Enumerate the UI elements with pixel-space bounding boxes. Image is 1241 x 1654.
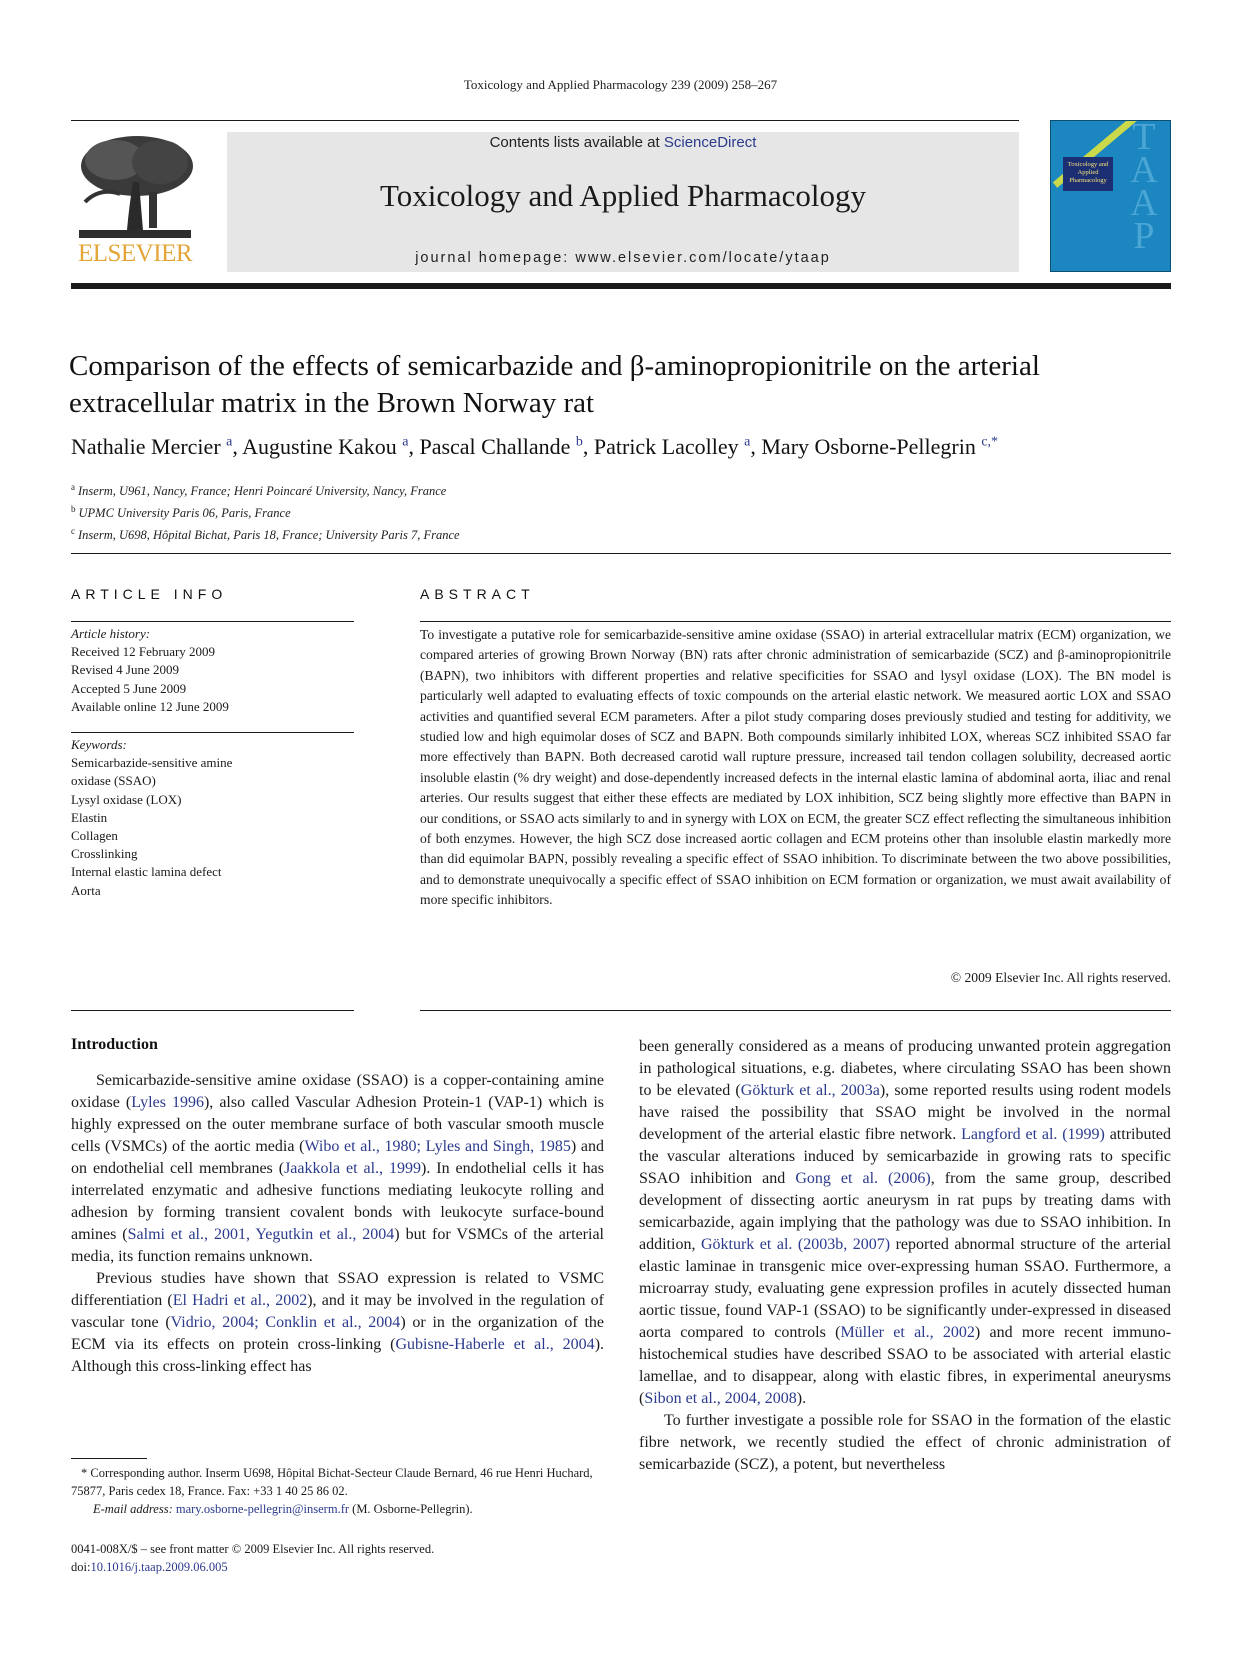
text-run: Previous studies have shown that SSAO expression is related to VSMC differentiation ( bbox=[71, 1270, 604, 1309]
keyword: Aorta bbox=[71, 882, 101, 898]
text-run: To further investigate a possible role for SSAO in the formation of the elastic fibre network, we recently studied the effect of chronic administration of semicarbazide (SCZ), a potent, but nevertheless bbox=[639, 1412, 1171, 1473]
front-matter bbox=[71, 1540, 434, 1576]
abstract-heading: ABSTRACT bbox=[420, 586, 535, 602]
intro-column-right bbox=[639, 1036, 1171, 1476]
affiliation: $^b$ UPMC University Paris 06, Paris, France bbox=[71, 504, 291, 521]
issn-line: 0041-008X/$ – see front matter © 2009 Elsevier Inc. All rights reserved. bbox=[71, 1542, 435, 1556]
text-run: ), and it may be involved in the regulation of vascular tone ( bbox=[71, 1292, 604, 1331]
journal-masthead bbox=[227, 132, 1019, 272]
text-run: ) but for VSMCs of the arterial media, its function remains unknown. bbox=[71, 1226, 605, 1265]
doi-label: doi: bbox=[71, 1560, 91, 1574]
history-label: Article history: bbox=[71, 626, 151, 641]
history-item: Accepted 5 June 2009 bbox=[71, 680, 187, 696]
contents-line bbox=[227, 134, 1019, 151]
author: Pascal Challande bbox=[419, 434, 571, 459]
abstract-text: To investigate a putative role for semicarbazide-sensitive amine oxidase (SSAO) in arterial extracellular matrix (ECM) organization, we compared arteries of growing Brown Norway (BN) rats after chronic administration of semicarbazide (SCZ) and β-aminopropionitrile (BAPN), two inhibitors with different properties and relative specificities for SSAO and lysyl oxidase (LOX). The BN model is particularly well adapted to evaluating effects of toxic compounds on the arterial elastic network. We measured aortic LOX and SSAO activities and quantified several ECM parameters. After a pilot study comparing doses previously studied and testing for additivity, we studied low and high equimolar doses of SCZ and BAPN. Both compounds similarly inhibited LOX, whereas SCZ inhibited SSAO far more effectively than BAPN. Both decreased carotid wall rupture pressure, increased tail tendon collagen solubility, decreased aortic insoluble elastin (% dry weight) and dose-dependently increased defects in the internal elastic lamina of abdominal aorta, iliac and renal arteries. Our results suggest that either these effects are mediated by LOX inhibition, SCZ being slightly more effective than BAPN in our conditions, or SSAO acts similarly to and in synergy with LOX on ECM, the greater SCZ effect reflecting the simultaneous inhibition of both enzymes. However, the high SCZ dose increased aortic collagen and ECM proteins other than insoluble elastin markedly more than did equimolar BAPN, possibly revealing a specific effect of SSAO inhibition. To discriminate between the two above possibilities, and to demonstrate unequivocally a specific effect of SSAO inhibition on ECM formation or organization, we must await availability of more specific inhibitors. bbox=[420, 627, 1171, 908]
affiliation: $^a$ Inserm, U961, Nancy, France; Henri Poincaré University, Nancy, France bbox=[71, 482, 447, 499]
citation-link[interactable]: Sibon et al., 2004, 2008 bbox=[644, 1390, 797, 1407]
journal-title: Toxicology and Applied Pharmacology bbox=[380, 178, 866, 213]
affiliation-marker[interactable]: a bbox=[744, 434, 751, 450]
text-run: , from the same group, described development of dissecting aortic aneurysm in rat pups by treating dams with semicarbazide, again implying that the pathology was due to SSAO inhibition. In addition, bbox=[639, 1170, 1172, 1253]
citation-link[interactable]: Lyles 1996 bbox=[131, 1094, 204, 1111]
keyword: Lysyl oxidase (LOX) bbox=[71, 791, 182, 807]
history-item: Received 12 February 2009 bbox=[71, 644, 216, 660]
author: Mary Osborne-Pellegrin bbox=[761, 434, 976, 459]
article-history bbox=[71, 625, 229, 716]
citation-link[interactable]: Gökturk et al. (2003b, 2007) bbox=[700, 1236, 891, 1253]
article-info-heading: ARTICLE INFO bbox=[71, 586, 228, 602]
keyword: oxidase (SSAO) bbox=[71, 773, 156, 789]
text-run: ). bbox=[796, 1390, 807, 1407]
masthead-thick-rule bbox=[71, 283, 1171, 289]
author: Augustine Kakou bbox=[242, 434, 397, 459]
email-owner: (M. Osborne-Pellegrin). bbox=[349, 1502, 473, 1516]
homepage-label: journal homepage: bbox=[415, 250, 576, 266]
doi-link[interactable]: 10.1016/j.taap.2009.06.005 bbox=[90, 1560, 228, 1574]
affiliation-marker[interactable]: c,* bbox=[981, 434, 999, 450]
contents-prefix: Contents lists available at bbox=[489, 134, 664, 151]
header-rule bbox=[71, 120, 1019, 121]
text-run: reported abnormal structure of the arterial elastic laminae in transgenic mice over-expressing human SSAO. Furthermore, a microarray study, evaluating gene expression profiles in acutely dissected human aortic tissue, found VAP-1 (SSAO) to be significantly under-expressed in diseased aorta compared to controls ( bbox=[639, 1236, 1172, 1341]
email-link[interactable]: mary.osborne-pellegrin@inserm.fr bbox=[175, 1502, 350, 1516]
affiliation-marker[interactable]: a bbox=[226, 434, 233, 450]
text-run: ). Although this cross-linking effect has bbox=[71, 1336, 605, 1375]
running-head: Toxicology and Applied Pharmacology 239 (2009) 258–267 bbox=[463, 77, 778, 92]
paragraph bbox=[71, 1070, 604, 1268]
keyword: Elastin bbox=[71, 809, 108, 825]
journal-homepage bbox=[227, 250, 1019, 266]
email-label: E-mail address: bbox=[93, 1502, 173, 1516]
keyword: Internal elastic lamina defect bbox=[71, 864, 222, 880]
article-title: Comparison of the effects of semicarbazide and β-aminopropionitrile on the arterial extracellular matrix in the Brown Norway rat bbox=[69, 350, 1040, 419]
cover-title-box: Toxicology and Applied Pharmacology bbox=[1063, 157, 1113, 191]
text-run: been generally considered as a means of producing unwanted protein aggregation in pathological situations, e.g. diabetes, where circulating SSAO has been shown to be elevated ( bbox=[639, 1038, 1171, 1099]
citation-link[interactable]: Vidrio, 2004; Conklin et al., 2004 bbox=[170, 1314, 401, 1331]
citation-link[interactable]: Gubisne-Haberle et al., 2004 bbox=[395, 1336, 595, 1353]
keywords bbox=[71, 736, 232, 900]
text-run: ) and more recent immuno-histochemical studies have described SSAO to be associated with arterial elastic lamellae, and to disappear, along with elastic fibres, in experimental aneurysms ( bbox=[639, 1324, 1172, 1407]
article-info-rule bbox=[71, 621, 354, 622]
footnote-marker: * bbox=[81, 1466, 88, 1480]
article-info-rule bbox=[71, 732, 354, 733]
affiliation: $^c$ Inserm, U698, Hôpital Bichat, Paris 18, France; University Paris 7, France bbox=[71, 526, 460, 543]
footnote-rule bbox=[71, 1458, 147, 1459]
citation-link[interactable]: Müller et al., 2002 bbox=[840, 1324, 975, 1341]
abstract-end-rule bbox=[420, 1010, 1171, 1011]
abstract-rule bbox=[420, 621, 1171, 622]
author-list: Nathalie Mercier $^a$, Augustine Kakou $^a$, Pascal Challande $^b$, Patrick Lacolley $^a$, Mary Osborne-Pellegrin $^{c,*}$ bbox=[71, 434, 999, 459]
elsevier-logo bbox=[71, 132, 199, 272]
citation-link[interactable]: Salmi et al., 2001, Yegutkin et al., 2004 bbox=[127, 1226, 395, 1243]
keyword: Collagen bbox=[71, 828, 118, 844]
history-item: Revised 4 June 2009 bbox=[71, 662, 179, 678]
citation-link[interactable]: Gökturk et al., 2003a bbox=[740, 1082, 880, 1099]
elsevier-wordmark: ELSEVIER bbox=[77, 240, 193, 267]
intro-column-left bbox=[71, 1070, 604, 1378]
journal-cover-image bbox=[1050, 120, 1171, 272]
abstract-copyright: © 2009 Elsevier Inc. All rights reserved. bbox=[950, 970, 1171, 985]
tree-icon bbox=[75, 132, 195, 240]
affiliations bbox=[71, 478, 460, 544]
history-item: Available online 12 June 2009 bbox=[71, 698, 229, 714]
section-rule bbox=[71, 553, 1171, 554]
corresponding-author-footnote bbox=[71, 1464, 604, 1518]
sciencedirect-link[interactable]: ScienceDirect bbox=[663, 134, 757, 151]
text-run: Semicarbazide-sensitive amine oxidase (SSAO) is a copper-containing amine oxidase ( bbox=[71, 1072, 604, 1111]
text-run: ), also called Vascular Adhesion Protein-1 (VAP-1) which is highly expressed on the outer membrane surface of both vascular smooth muscle cells (VSMCs) of the aortic media ( bbox=[71, 1094, 605, 1155]
text-run: ), some reported results using rodent models have raised the possibility that SSAO might be involved in the normal development of the arterial elastic fibre network. bbox=[639, 1082, 1171, 1143]
homepage-url[interactable]: www.elsevier.com/locate/ytaap bbox=[575, 250, 831, 266]
introduction-heading: Introduction bbox=[71, 1036, 158, 1053]
affiliation-marker[interactable]: a bbox=[402, 434, 409, 450]
footnote-text: Corresponding author. Inserm U698, Hôpital Bichat-Secteur Claude Bernard, 46 rue Henri Huchard, 75877, Paris cedex 18, France. Fax: +33 1 40 25 86 02. bbox=[71, 1466, 593, 1498]
affiliation-marker[interactable]: b bbox=[575, 434, 583, 450]
citation-link[interactable]: El Hadri et al., 2002 bbox=[172, 1292, 308, 1309]
paragraph bbox=[639, 1036, 1171, 1410]
citation-link[interactable]: Langford et al. (1999) bbox=[961, 1126, 1105, 1143]
keyword: Crosslinking bbox=[71, 846, 138, 862]
text-run: ) or in the organization of the ECM via its effects on protein cross-linking ( bbox=[71, 1314, 604, 1353]
text-run: attributed the vascular alterations induced by semicarbazide in growing rats to specific SSAO inhibition and bbox=[639, 1126, 1172, 1187]
paragraph bbox=[639, 1410, 1171, 1476]
author: Patrick Lacolley bbox=[593, 434, 739, 459]
cover-letters: T A A P bbox=[1130, 120, 1158, 257]
text-run: ) and on endothelial cell membranes ( bbox=[71, 1138, 604, 1177]
keywords-label: Keywords: bbox=[71, 737, 127, 752]
article-info-end-rule bbox=[71, 1010, 354, 1011]
citation-link[interactable]: Gong et al. (2006) bbox=[795, 1170, 931, 1187]
author: Nathalie Mercier bbox=[71, 434, 221, 459]
citation-link[interactable]: Wibo et al., 1980; Lyles and Singh, 1985 bbox=[304, 1138, 571, 1155]
paragraph bbox=[71, 1268, 604, 1378]
citation-link[interactable]: Jaakkola et al., 1999 bbox=[284, 1160, 421, 1177]
text-run: ). In endothelial cells it has interrelated enzymatic and adhesive functions mediating leukocyte rolling and adhesion by forming transient covalent bonds with leukocyte surface-bound amines ( bbox=[71, 1160, 605, 1243]
keyword: Semicarbazide-sensitive amine bbox=[71, 755, 233, 771]
